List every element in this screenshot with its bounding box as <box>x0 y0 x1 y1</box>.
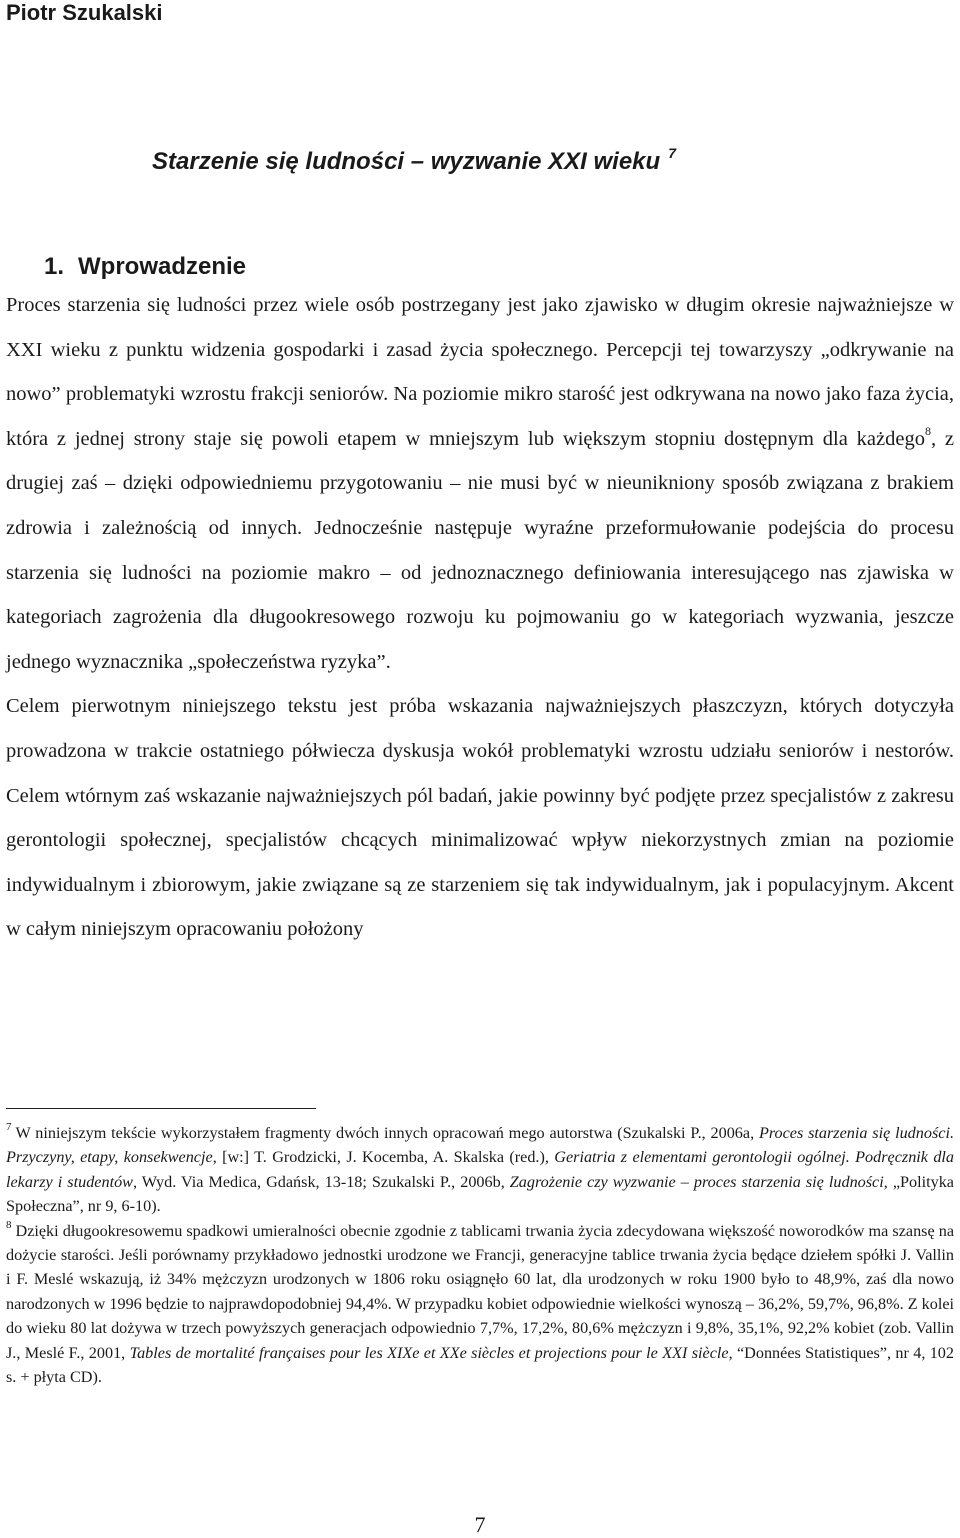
footnote-7-mark: 7 <box>6 1121 12 1133</box>
footnote-8-italic-1: Tables de mortalité françaises pour les XIXe et XXe siècles et projections pour le XXI siècle <box>129 1343 729 1362</box>
footnote-8-mark: 8 <box>924 423 931 438</box>
footnote-7-text-2: , [w:] T. Grodzicki, J. Kocemba, A. Skalska (red.), <box>212 1148 555 1167</box>
footnote-8 <box>6 1219 954 1390</box>
footnote-separator <box>6 1108 316 1109</box>
footnote-7-text-1: W niniejszym tekście wykorzystałem fragmenty dwóch innych opracowań mego autorstwa (Szukalski P., 2006a, <box>15 1124 759 1142</box>
article-title <box>152 138 676 177</box>
section-heading <box>44 252 246 282</box>
footnote-7-text-3: , Wyd. Via Medica, Gdańsk, 13-18; Szukalski P., 2006b, <box>132 1172 510 1191</box>
body-text <box>6 283 954 952</box>
author-name: Piotr Szukalski <box>6 0 163 25</box>
footnote-8-text-2: , “Données Statistiques”, nr 4, 102 s. + płyta CD). <box>6 1343 954 1387</box>
title-footnote-mark: 7 <box>668 145 676 161</box>
footnote-7 <box>6 1121 954 1219</box>
body-paragraph-1-part-b: , z drugiej zaś – dzięki odpowiedniemu przygotowaniu – nie musi być w nieunikniony sposób związana z brakiem zdrowia i zależnością od innych. Jednocześnie następuje wyraźne przeformułowanie podejścia do procesu starzenia się ludności na poziomie makro – od jednoznacznego definiowania interesującego nas zjawiska w kategoriach zagrożenia dla długookresowego rozwoju ku pojmowaniu go w kategoriach wyzwania, jeszcze jednego wyznacznika „społeczeństwa ryzyka”. <box>6 427 954 673</box>
article-title-text: Starzenie się ludności – wyzwanie XXI wieku <box>152 148 661 175</box>
footnotes <box>6 1121 954 1389</box>
body-paragraph-2: Celem pierwotnym niniejszego tekstu jest próba wskazania najważniejszych płaszczyzn, których dotyczyła prowadzona w trakcie ostatniego półwiecza dyskusja wokół problematyki wzrostu udziału seniorów i nestorów. Celem wtórnym zaś wskazanie najważniejszych pól badań, jakie powinny być podjęte przez specjalistów z zakresu gerontologii społecznej, specjalistów chcących minimalizować wpływ niekorzystnych zmian na poziomie indywidualnym i zbiorowym, jakie związane są ze starzeniem się tak indywidualnym, jak i populacyjnym. Akcent w całym niniejszym opracowaniu położony <box>6 695 954 941</box>
footnote-7-italic-3: Zagrożenie czy wyzwanie – proces starzenia się ludności <box>509 1172 884 1191</box>
footnote-8-text-1: Dzięki długookresowemu spadkowi umieralności obecnie zgodnie z tablicami trwania życia zdecydowana większość noworodków ma szansę na dożycie starości. Jeśli porównamy przykładowo jednostki urodzone we Francji, generacyjne tablice trwania życia będące dziełem spółki J. Vallin i F. Meslé wskazują, iż 34% mężczyzn urodzonych w 1806 roku osiągnęło 60 lat, dla urodzonych w roku 1900 było to 48,9%, zaś dla nowo narodzonych w 1996 będzie to najprawdopodobniej 94,4%. W przypadku kobiet odpowiednie wielkości wynoszą – 36,2%, 59,7%, 96,8%. Z kolei do wieku 80 lat dożywa w trzech powyższych generacjach odpowiednio 7,7%, 17,2%, 80,6% mężczyzn i 9,8%, 35,1%, 92,2% kobiet (zob. Vallin J., Meslé F., 2001, <box>6 1221 954 1362</box>
footnote-7-text-4: , „Polityka Społeczna”, nr 9, 6-10). <box>6 1172 954 1216</box>
footnote-7-italic-1: Proces starzenia się ludności. Przyczyny, etapy, konsekwencje <box>6 1124 954 1167</box>
footnote-7-italic-2: Geriatria z elementami gerontologii ogólnej. Podręcznik dla lekarzy i studentów <box>6 1148 955 1191</box>
footnote-8-note-mark: 8 <box>6 1218 12 1231</box>
section-number: 1. <box>44 253 65 280</box>
body-paragraph-1 <box>6 283 954 684</box>
page-number: 7 <box>474 1512 486 1537</box>
body-paragraph-1-part-a: Proces starzenia się ludności przez wiele osób postrzegany jest jako zjawisko w długim okresie najważniejsze w XXI wieku z punktu widzenia gospodarki i zasad życia społecznego. Percepcji tej towarzyszy „odkrywanie na nowo” problematyki wzrostu frakcji seniorów. Na poziomie mikro starość jest odkrywana na nowo jako faza życia, która z jednej strony staje się powoli etapem w mniejszym lub większym stopniu dostępnym dla każdego <box>6 294 954 450</box>
section-title: Wprowadzenie <box>78 253 247 280</box>
